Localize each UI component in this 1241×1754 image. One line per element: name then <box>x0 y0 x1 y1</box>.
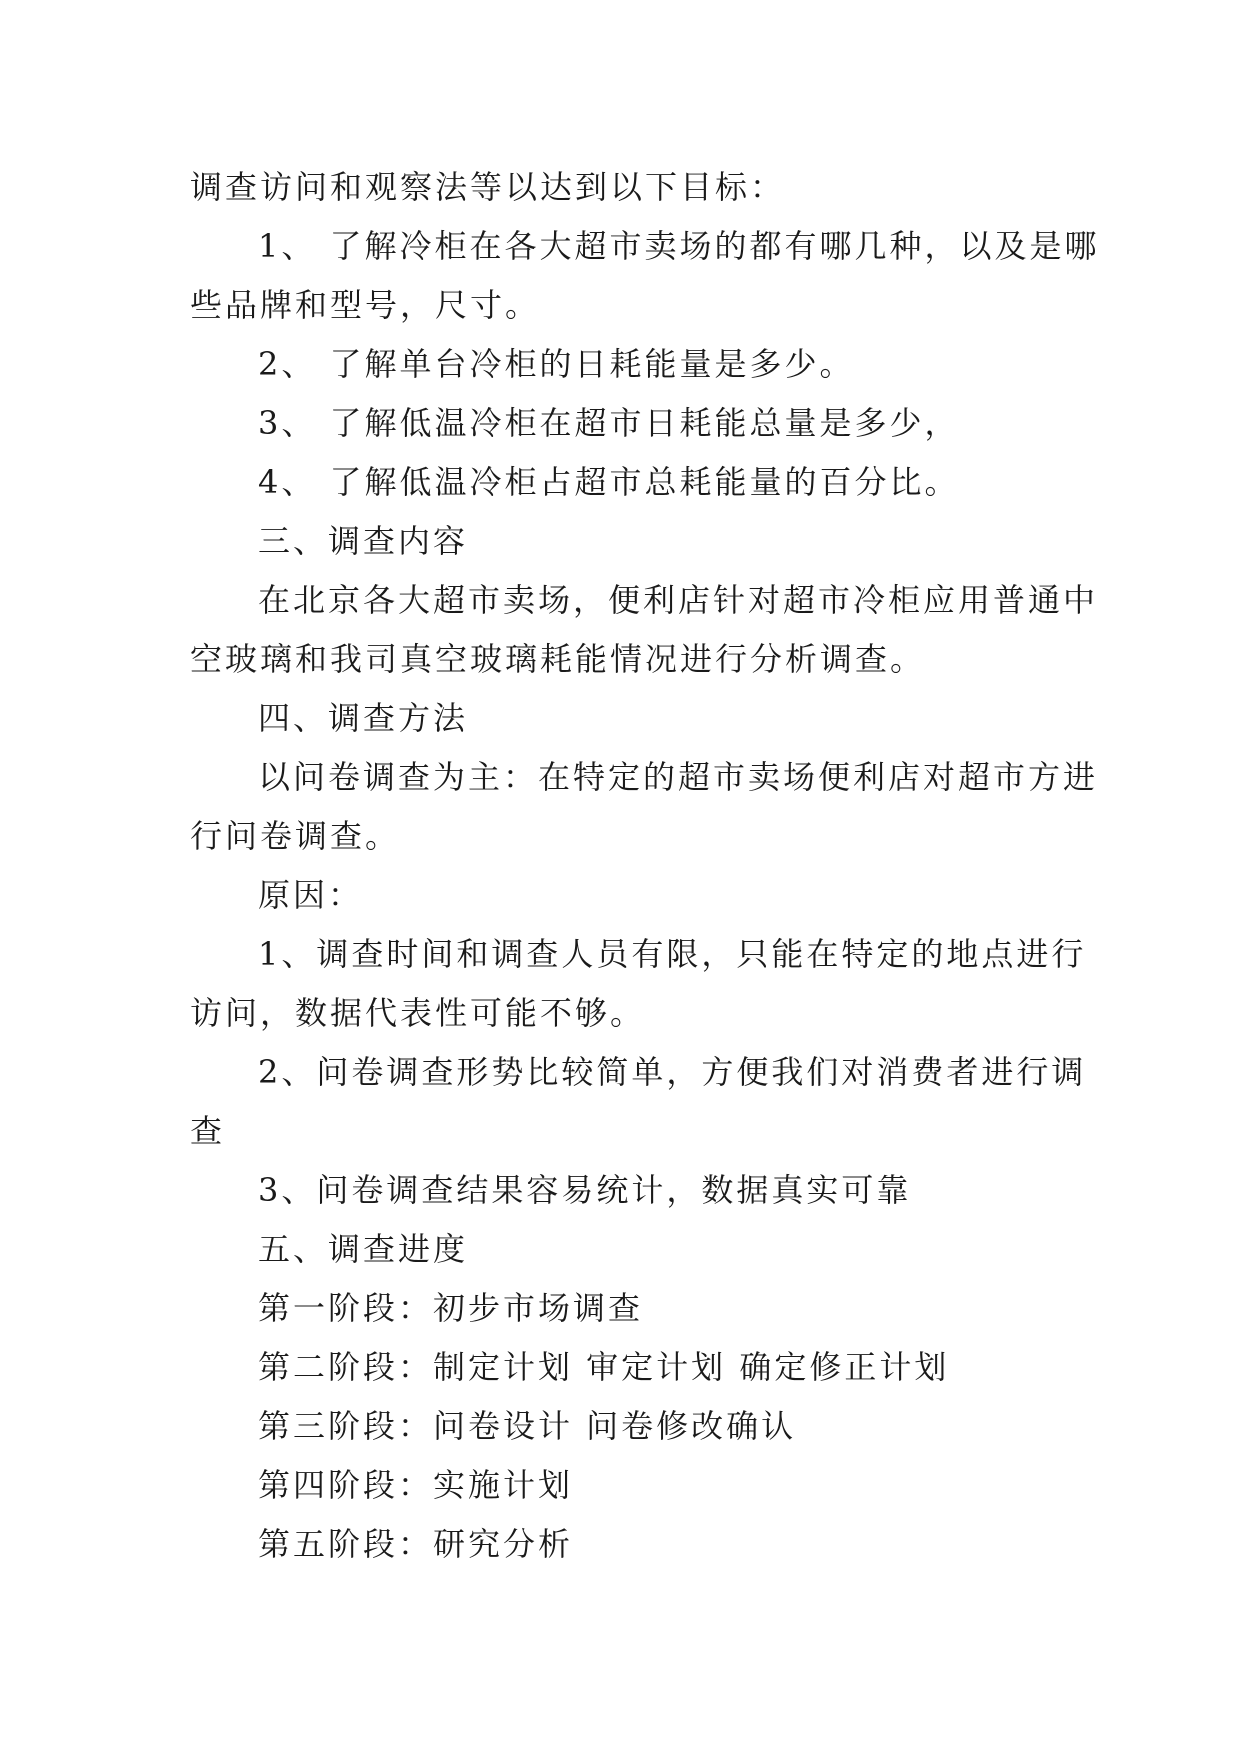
paragraph-line: 3、 了解低温冷柜在超市日耗能总量是多少， <box>258 404 960 442</box>
paragraph-line: 1、 了解冷柜在各大超市卖场的都有哪几种，以及是哪 <box>258 227 1100 265</box>
section-heading: 五、调查进度 <box>258 1230 469 1268</box>
paragraph-line: 1、调查时间和调查人员有限，只能在特定的地点进行 <box>258 935 1087 973</box>
paragraph-line: 2、问卷调查形势比较简单，方便我们对消费者进行调 <box>258 1053 1087 1091</box>
schedule-item: 第三阶段：问卷设计 问卷修改确认 <box>258 1407 797 1445</box>
paragraph-line: 3、问卷调查结果容易统计，数据真实可靠 <box>258 1171 912 1209</box>
paragraph-line: 4、 了解低温冷柜占超市总耗能量的百分比。 <box>258 463 960 501</box>
schedule-item: 第一阶段：初步市场调查 <box>258 1289 644 1327</box>
paragraph-line: 些品牌和型号，尺寸。 <box>190 286 541 324</box>
paragraph-line: 访问，数据代表性可能不够。 <box>190 994 646 1032</box>
schedule-item: 第二阶段：制定计划 审定计划 确定修正计划 <box>258 1348 950 1386</box>
paragraph-line: 在北京各大超市卖场，便利店针对超市冷柜应用普通中 <box>258 581 1099 619</box>
paragraph-line: 调查访问和观察法等以达到以下目标： <box>190 168 786 206</box>
section-heading: 三、调查内容 <box>258 522 469 560</box>
section-heading: 四、调查方法 <box>258 699 469 737</box>
paragraph-line: 空玻璃和我司真空玻璃耗能情况进行分析调查。 <box>190 640 926 678</box>
schedule-item: 第五阶段：研究分析 <box>258 1525 574 1563</box>
paragraph-line: 查 <box>190 1112 226 1150</box>
schedule-item: 第四阶段：实施计划 <box>258 1466 574 1504</box>
document-body <box>190 158 1100 1574</box>
paragraph-line: 2、 了解单台冷柜的日耗能量是多少。 <box>258 345 855 383</box>
paragraph-line: 行问卷调查。 <box>190 817 401 855</box>
paragraph-line: 原因： <box>258 876 364 914</box>
paragraph-line: 以问卷调查为主：在特定的超市卖场便利店对超市方进 <box>258 758 1099 796</box>
